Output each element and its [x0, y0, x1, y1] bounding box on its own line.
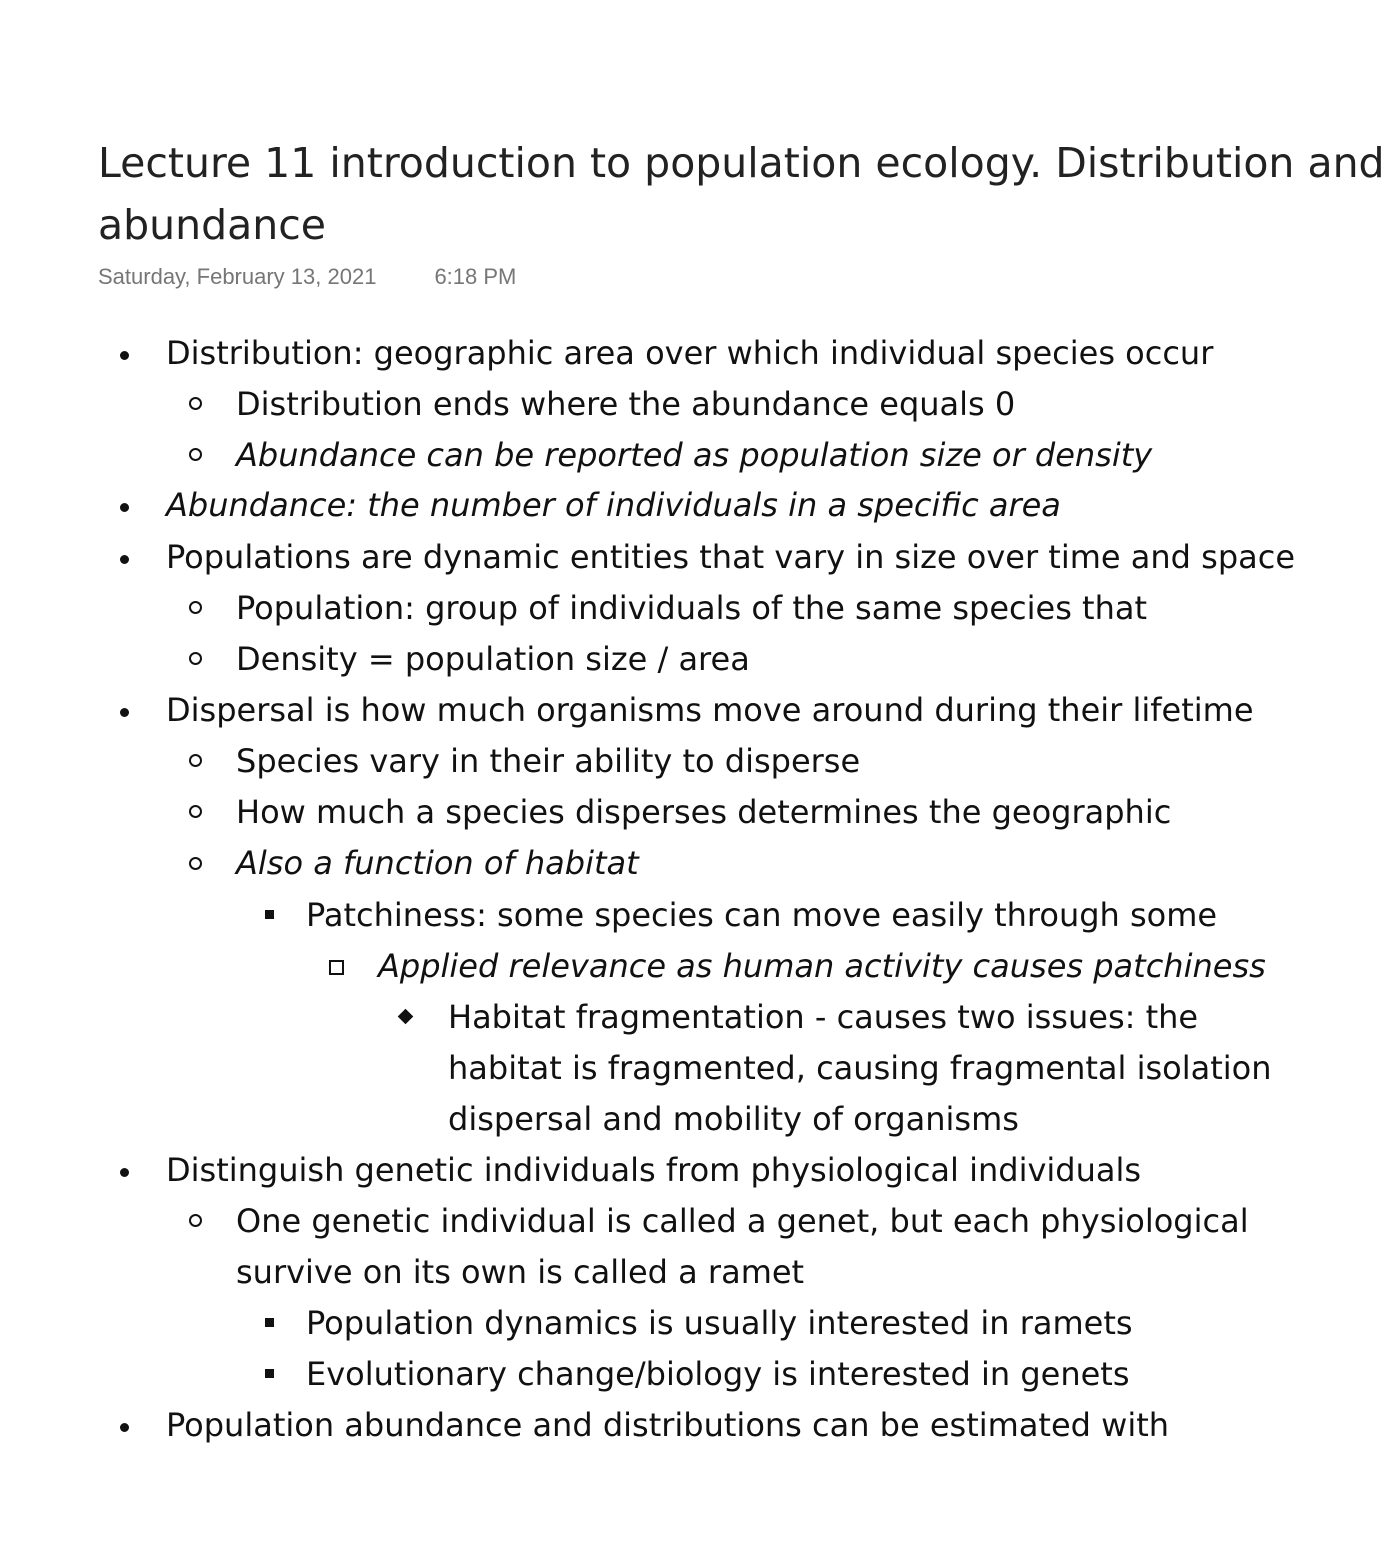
bullet-level-1	[120, 1168, 129, 1177]
bullet-level-2	[189, 448, 202, 461]
note-time: 6:18 PM	[434, 264, 517, 289]
list-item: Population dynamics is usually interested in ramets	[306, 1304, 1133, 1342]
bullet-level-1	[120, 351, 129, 360]
bullet-level-3	[265, 1318, 274, 1327]
list-item: Distribution ends where the abundance equals 0	[236, 385, 1016, 423]
page-title: Lecture 11 introduction to population ecology. Distribution and abundance	[98, 139, 1385, 249]
bullet-level-2	[189, 754, 202, 767]
list-item-continuation: survive on its own is called a ramet	[236, 1253, 805, 1291]
bullet-level-3	[265, 1369, 274, 1378]
bullet-level-1	[120, 1423, 129, 1432]
bullet-level-4	[329, 960, 344, 975]
bullet-level-2	[189, 601, 202, 614]
bullet-level-5	[398, 1009, 414, 1025]
bullet-level-2	[189, 652, 202, 665]
bullet-level-2	[189, 397, 202, 410]
list-item: Distribution: geographic area over which individual species occur	[166, 334, 1214, 372]
bullet-level-1	[120, 555, 129, 564]
list-item: Patchiness: some species can move easily through some	[306, 896, 1218, 934]
list-item: Habitat fragmentation - causes two issues: the	[448, 998, 1199, 1036]
list-item: Applied relevance as human activity causes patchiness	[378, 947, 1266, 985]
bullet-level-2	[189, 857, 202, 870]
list-item: Species vary in their ability to disperse	[236, 742, 861, 780]
list-item: Abundance: the number of individuals in a specific area	[166, 486, 1061, 524]
list-item: Abundance can be reported as population size or density	[236, 436, 1153, 474]
bullet-level-1	[120, 708, 129, 717]
list-item: Distinguish genetic individuals from physiological individuals	[166, 1151, 1142, 1189]
list-item: Also a function of habitat	[236, 844, 639, 882]
list-item: Evolutionary change/biology is interested in genets	[306, 1355, 1130, 1393]
list-item-continuation: dispersal and mobility of organisms	[448, 1100, 1019, 1138]
note-date: Saturday, February 13, 2021	[98, 264, 377, 289]
list-item-continuation: habitat is fragmented, causing fragmental isolation	[448, 1049, 1272, 1087]
bullet-level-2	[189, 805, 202, 818]
list-item: Populations are dynamic entities that vary in size over time and space	[166, 538, 1296, 576]
bullet-level-2	[189, 1214, 202, 1227]
bullet-level-1	[120, 503, 129, 512]
list-item: Dispersal is how much organisms move around during their lifetime	[166, 691, 1254, 729]
list-item: Population abundance and distributions can be estimated with	[166, 1406, 1170, 1444]
list-item: How much a species disperses determines the geographic	[236, 793, 1172, 831]
list-item: One genetic individual is called a genet, but each physiological	[236, 1202, 1249, 1240]
list-item: Density = population size / area	[236, 640, 750, 678]
bullet-level-3	[265, 910, 274, 919]
list-item: Population: group of individuals of the same species that	[236, 589, 1148, 627]
